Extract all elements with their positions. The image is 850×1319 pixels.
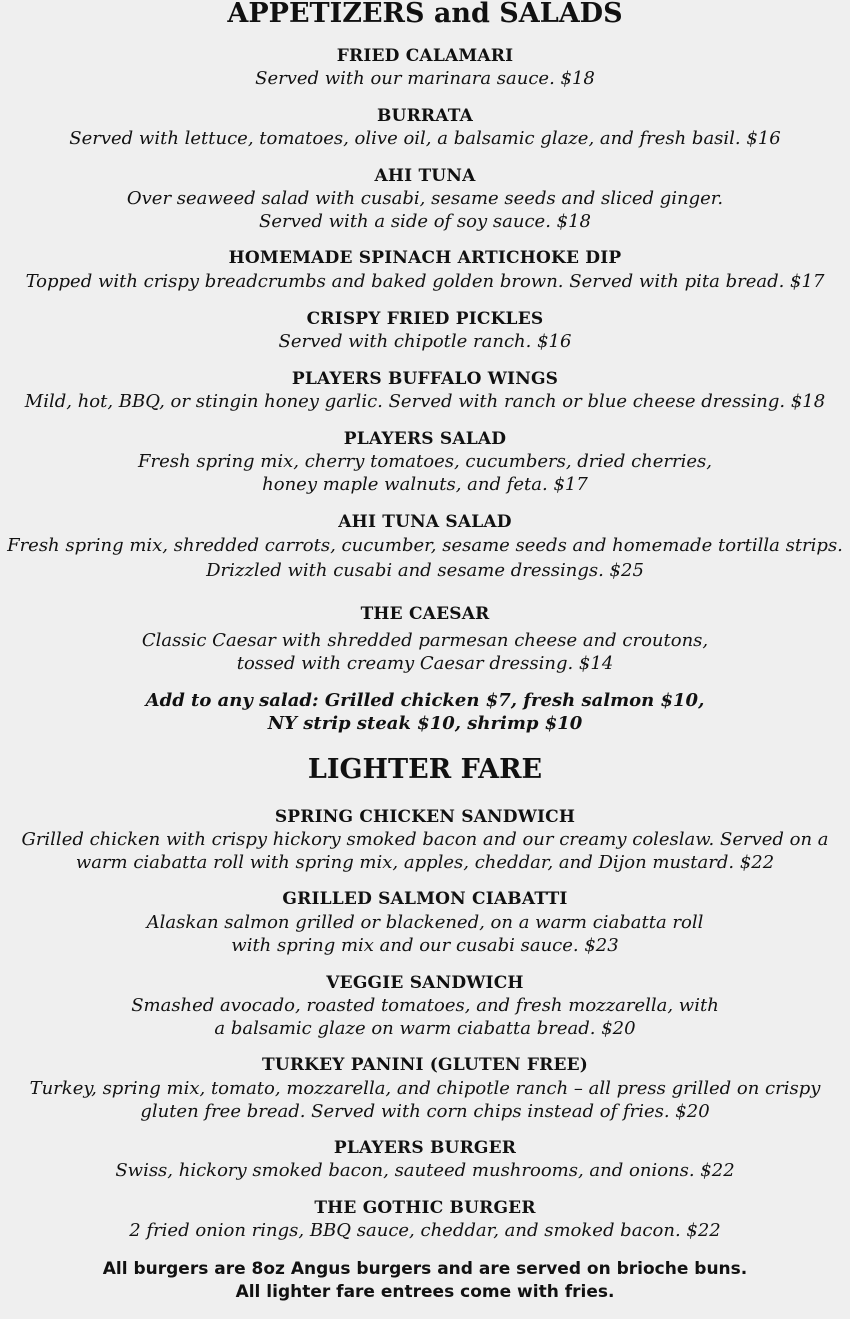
section-title-lighter-fare: LIGHTER FARE xyxy=(307,754,543,785)
item-desc-veggie-sandwich-line-1: Smashed avocado, roasted tomatoes, and fresh mozzarella, with xyxy=(131,995,719,1016)
item-desc-veggie-sandwich-line-2: a balsamic glaze on warm ciabatta bread. $20 xyxy=(214,1018,636,1039)
item-name-ahi-tuna: AHI TUNA xyxy=(374,166,476,186)
item-name-spring-chicken-sandwich: SPRING CHICKEN SANDWICH xyxy=(274,807,576,827)
section-title-appetizers: APPETIZERS and SALADS xyxy=(227,0,623,29)
footer-note-line-2: All lighter fare entrees come with fries. xyxy=(235,1282,615,1302)
item-desc-grilled-salmon-line-1: Alaskan salmon grilled or blackened, on a warm ciabatta roll xyxy=(146,912,704,933)
item-desc-burrata: Served with lettuce, tomatoes, olive oil, a balsamic glaze, and fresh basil. $16 xyxy=(69,128,781,149)
item-desc-spring-chicken-sandwich-line-2: warm ciabatta roll with spring mix, apples, cheddar, and Dijon mustard. $22 xyxy=(75,852,775,873)
item-name-veggie-sandwich: VEGGIE SANDWICH xyxy=(326,973,524,993)
item-name-turkey-panini: TURKEY PANINI (GLUTEN FREE) xyxy=(261,1055,589,1075)
item-name-players-salad: PLAYERS SALAD xyxy=(343,429,507,449)
item-desc-gothic-burger: 2 fried onion rings, BBQ sauce, cheddar, and smoked bacon. $22 xyxy=(129,1220,721,1241)
item-desc-turkey-panini-line-1: Turkey, spring mix, tomato, mozzarella, and chipotle ranch – all press grilled on crispy xyxy=(29,1078,821,1099)
item-desc-grilled-salmon-line-2: with spring mix and our cusabi sauce. $23 xyxy=(231,935,619,956)
item-desc-fried-calamari: Served with our marinara sauce. $18 xyxy=(255,68,595,89)
item-desc-crispy-fried-pickles: Served with chipotle ranch. $16 xyxy=(278,331,572,352)
salad-addon-note-line-2: NY strip steak $10, shrimp $10 xyxy=(267,713,583,734)
item-desc-turkey-panini-line-2: gluten free bread. Served with corn chips instead of fries. $20 xyxy=(140,1101,710,1122)
item-desc-players-burger: Swiss, hickory smoked bacon, sauteed mushrooms, and onions. $22 xyxy=(115,1160,735,1181)
item-name-buffalo-wings: PLAYERS BUFFALO WINGS xyxy=(291,369,559,389)
item-name-burrata: BURRATA xyxy=(376,106,474,126)
item-name-fried-calamari: FRIED CALAMARI xyxy=(336,46,514,66)
item-name-the-caesar: THE CAESAR xyxy=(360,604,490,624)
item-desc-buffalo-wings: Mild, hot, BBQ, or stingin honey garlic. Served with ranch or blue cheese dressing. $18 xyxy=(24,391,826,412)
item-desc-ahi-tuna-line-1: Over seaweed salad with cusabi, sesame seeds and sliced ginger. xyxy=(126,188,724,209)
item-desc-ahi-tuna-line-2: Served with a side of soy sauce. $18 xyxy=(259,211,591,232)
item-desc-ahi-tuna-salad-line-1: Fresh spring mix, shredded carrots, cucumber, sesame seeds and homemade tortilla strips. xyxy=(7,535,843,556)
item-name-players-burger: PLAYERS BURGER xyxy=(333,1138,517,1158)
item-name-ahi-tuna-salad: AHI TUNA SALAD xyxy=(338,512,512,532)
item-name-gothic-burger: THE GOTHIC BURGER xyxy=(314,1198,536,1218)
item-desc-the-caesar-line-1: Classic Caesar with shredded parmesan cheese and croutons, xyxy=(141,630,709,651)
item-desc-the-caesar-line-2: tossed with creamy Caesar dressing. $14 xyxy=(236,653,614,674)
item-desc-spinach-artichoke-dip: Topped with crispy breadcrumbs and baked golden brown. Served with pita bread. $17 xyxy=(25,271,825,292)
item-name-spinach-artichoke-dip: HOMEMADE SPINACH ARTICHOKE DIP xyxy=(228,248,622,268)
footer-note-line-1: All burgers are 8oz Angus burgers and are served on brioche buns. xyxy=(102,1259,748,1279)
item-desc-players-salad-line-2: honey maple walnuts, and feta. $17 xyxy=(262,474,588,495)
item-name-grilled-salmon-ciabatti: GRILLED SALMON CIABATTI xyxy=(282,889,568,909)
item-desc-players-salad-line-1: Fresh spring mix, cherry tomatoes, cucumbers, dried cherries, xyxy=(138,451,712,472)
salad-addon-note-line-1: Add to any salad: Grilled chicken $7, fresh salmon $10, xyxy=(145,690,705,711)
item-desc-ahi-tuna-salad-line-2: Drizzled with cusabi and sesame dressings. $25 xyxy=(206,560,644,581)
item-name-crispy-fried-pickles: CRISPY FRIED PICKLES xyxy=(306,309,544,329)
item-desc-spring-chicken-sandwich-line-1: Grilled chicken with crispy hickory smoked bacon and our creamy coleslaw. Served on a xyxy=(21,829,829,850)
